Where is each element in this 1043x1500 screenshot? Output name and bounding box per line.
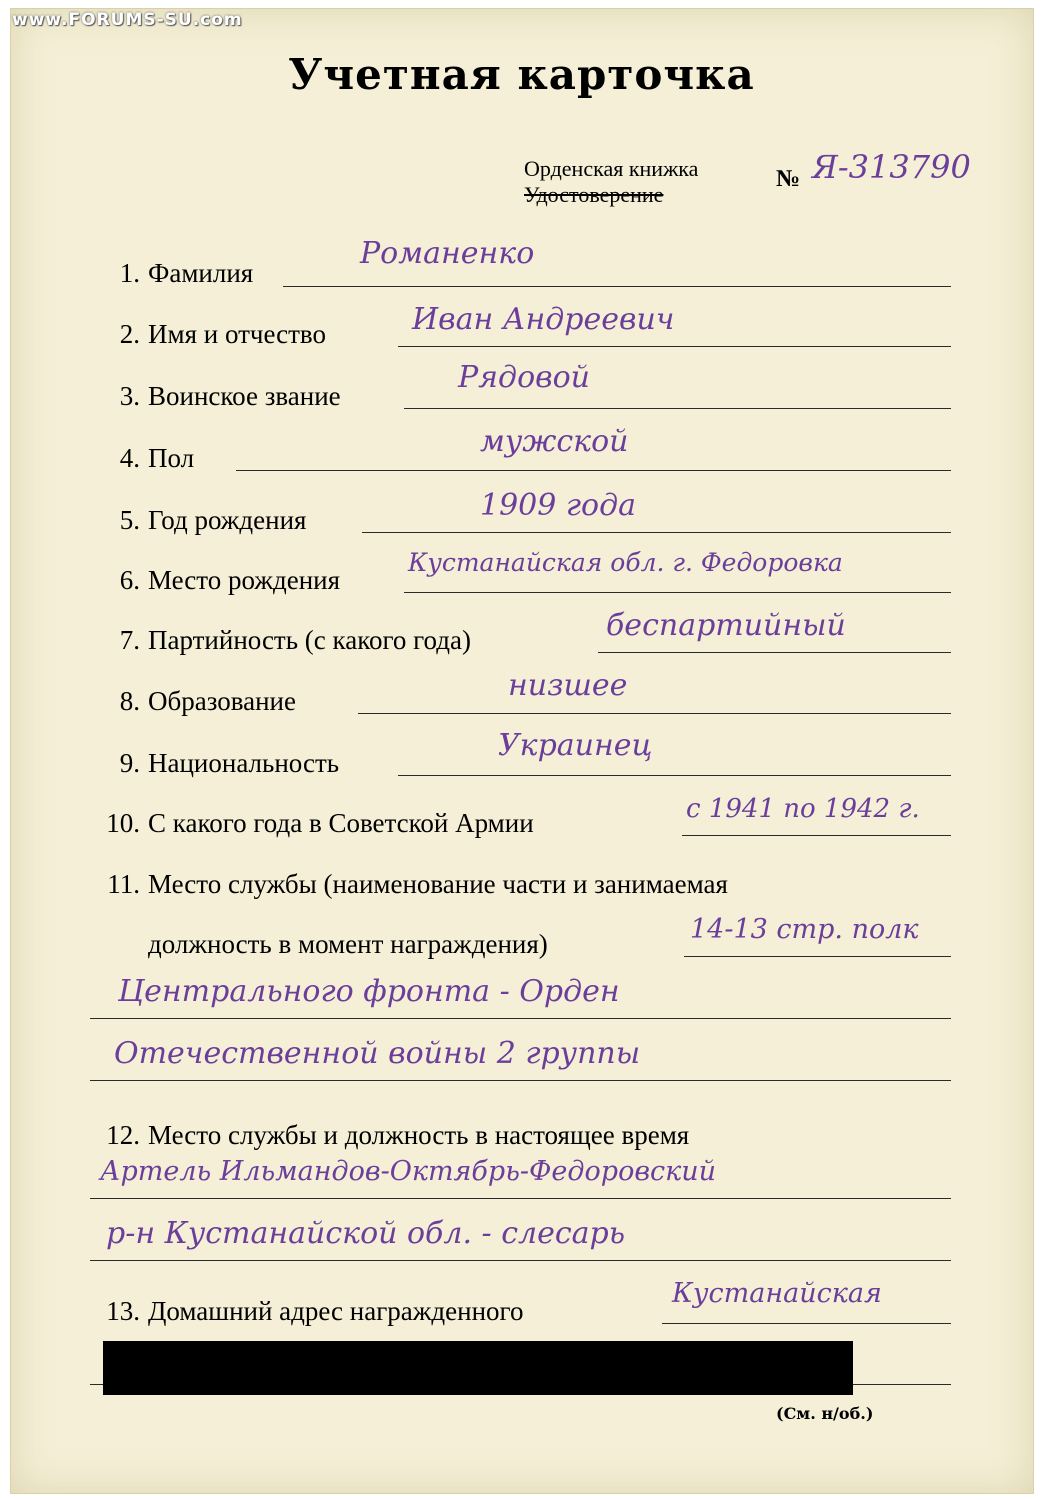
field-12-value: Артель Ильмандов-Октябрь-Федоровский (100, 1156, 717, 1187)
field-7-label: Партийность (с какого года) (148, 625, 471, 655)
field-5-value: 1909 года (480, 488, 637, 523)
field-1-number: 1. (119, 258, 140, 288)
field-12-line-1 (90, 1198, 951, 1199)
field-9 (90, 748, 339, 779)
field-2 (90, 319, 326, 350)
field-7-line (598, 652, 951, 653)
field-8-line (358, 713, 951, 714)
field-11 (90, 869, 728, 900)
field-7 (90, 625, 471, 656)
field-10 (90, 808, 534, 839)
field-11-value: 14-13 стр. полк (690, 914, 919, 945)
field-9-label: Национальность (148, 748, 340, 778)
field-12 (90, 1120, 689, 1151)
field-6-label: Место рождения (148, 565, 341, 595)
field-8-value: низшее (508, 668, 628, 703)
field-3-number: 3. (119, 381, 140, 411)
field-11-label-cont: должность в момент награждения) (148, 929, 548, 959)
redaction-bar (103, 1341, 853, 1395)
field-11-number: 11. (107, 869, 140, 899)
field-3 (90, 381, 341, 412)
field-10-number: 10. (106, 808, 140, 838)
field-11-value-3: Отечественной войны 2 группы (114, 1036, 641, 1071)
field-13 (90, 1296, 523, 1327)
field-11-line-2 (90, 1018, 951, 1019)
page-title: Учетная карточка (288, 50, 755, 99)
field-2-number: 2. (119, 319, 140, 349)
field-12-label: Место службы и должность в настоящее время (148, 1120, 690, 1150)
field-9-value: Украинец (498, 728, 653, 763)
book-number-value: Я-313790 (812, 148, 971, 186)
field-1-line (283, 286, 951, 287)
book-type-labels (524, 156, 698, 208)
field-2-label: Имя и отчество (148, 319, 326, 349)
field-2-line (398, 346, 951, 347)
field-6-value: Кустанайская обл. г. Федоровка (408, 548, 843, 577)
field-8-number: 8. (119, 686, 140, 716)
field-4-number: 4. (119, 443, 140, 473)
field-7-number: 7. (119, 625, 140, 655)
field-6-line (404, 592, 951, 593)
field-7-value: беспартийный (606, 608, 846, 643)
watermark: www.FORUMS-SU.com (12, 10, 243, 30)
field-5-number: 5. (119, 505, 140, 535)
field-1-value: Романенко (360, 236, 535, 271)
field-3-value: Рядовой (458, 360, 590, 395)
field-11-label: Место службы (наименование части и занимаемая (148, 869, 728, 899)
field-6 (90, 565, 340, 596)
field-1 (90, 258, 253, 289)
order-book-label: Орденская книжка (524, 156, 699, 181)
field-8 (90, 686, 296, 717)
field-4-line (236, 470, 951, 471)
field-11-line-3 (90, 1080, 951, 1081)
field-3-line (404, 408, 951, 409)
field-10-value: с 1941 по 1942 г. (686, 794, 920, 824)
field-13-line-1 (662, 1323, 951, 1324)
number-sign: № (776, 166, 801, 192)
field-11-value-2: Центрального фронта - Орден (118, 974, 620, 1009)
field-11-line-1 (684, 956, 951, 957)
field-2-value: Иван Андреевич (412, 302, 675, 337)
field-12-line-2 (90, 1260, 951, 1261)
field-13-value: Кустанайская (672, 1278, 882, 1309)
field-10-label: С какого года в Советской Армии (148, 808, 534, 838)
field-5-label: Год рождения (148, 505, 307, 535)
field-4-value: мужской (480, 424, 629, 459)
field-12-number: 12. (106, 1120, 140, 1150)
field-10-line (682, 835, 951, 836)
field-13-number: 13. (106, 1296, 140, 1326)
field-6-number: 6. (119, 565, 140, 595)
field-3-label: Воинское звание (148, 381, 341, 411)
field-9-number: 9. (119, 748, 140, 778)
see-reverse-note: (См. н/об.) (776, 1404, 874, 1423)
field-5-line (362, 532, 951, 533)
field-9-line (398, 775, 951, 776)
field-1-label: Фамилия (148, 258, 254, 288)
field-12-value-2: р-н Кустанайской обл. - слесарь (106, 1216, 626, 1251)
field-8-label: Образование (148, 686, 296, 716)
certificate-label: Удостоверение (524, 182, 664, 207)
field-5 (90, 505, 306, 536)
field-13-label: Домашний адрес награжденного (148, 1296, 524, 1326)
field-4-label: Пол (148, 443, 195, 473)
field-4 (90, 443, 194, 474)
